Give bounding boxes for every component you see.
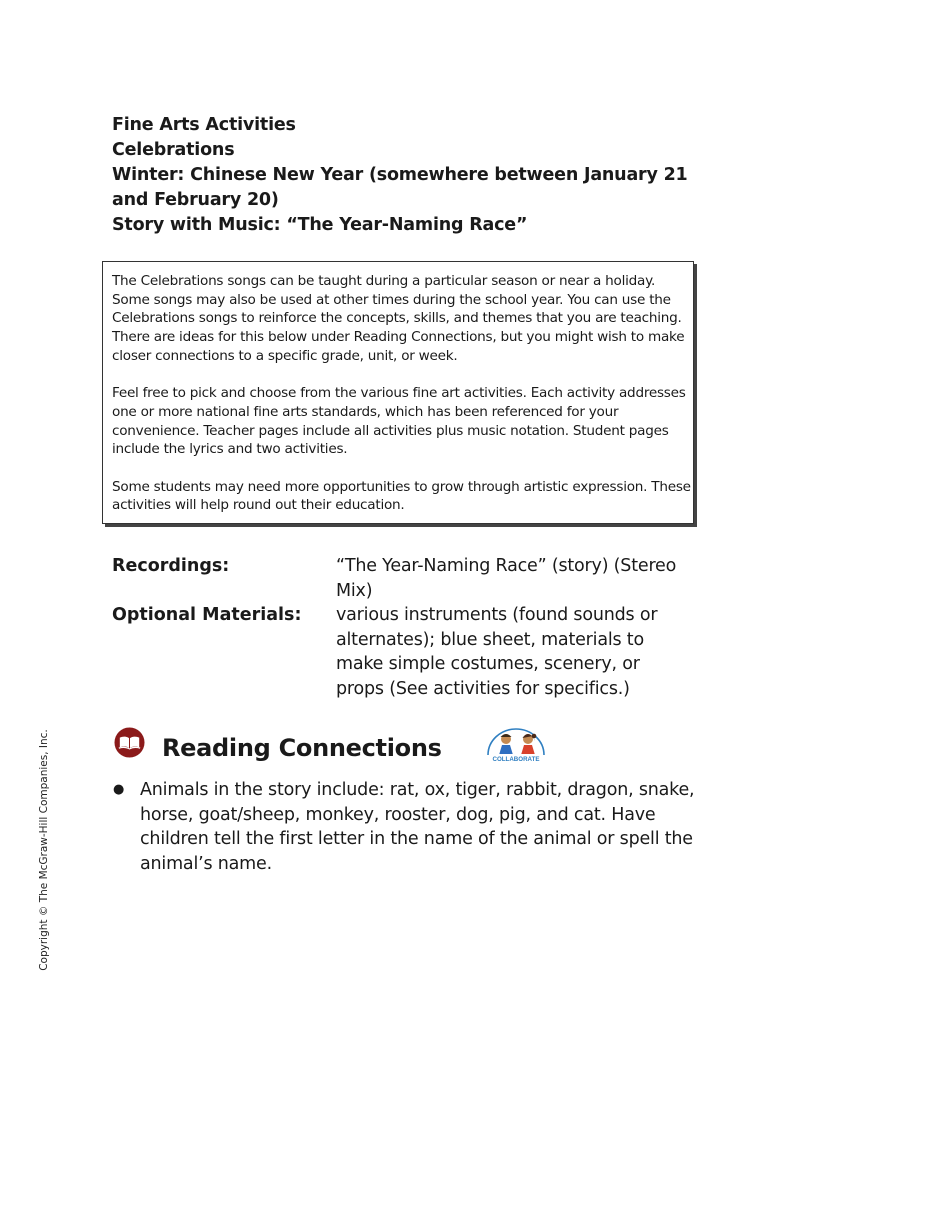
list-item-text: Animals in the story include: rat, ox, tiger, rabbit, dragon, snake, horse, goat/sheep, monkey, rooster, dog, pig, and cat. Have children tell the first letter in the name of the animal or spell the animal’s name.	[140, 780, 695, 874]
intro-paragraph: The Celebrations songs can be taught during a particular season or near a holiday. Some songs may also be used at other times during the school year. You can use the Celebrations songs to reinforce the concepts, skills, and themes that you are teaching. There are ideas for this below under Reading Connections, but you might wish to make closer connections to a specific grade, unit, or week.	[112, 273, 685, 364]
copyright-notice: Copyright © The McGraw-Hill Companies, Inc.	[38, 729, 50, 971]
header-line-story: Story with Music: “The Year-Naming Race”	[112, 215, 528, 235]
open-book-icon	[114, 727, 145, 758]
header-line-season: Winter: Chinese New Year (somewhere between January 21	[112, 165, 688, 185]
recordings-row	[112, 554, 692, 603]
reading-connections-heading	[112, 725, 712, 775]
optional-materials-value: various instruments (found sounds or alternates); blue sheet, materials to make simple costumes, scenery, or props (See activities for specifics.)	[336, 605, 658, 699]
bullet-icon: ●	[113, 782, 125, 797]
optional-materials-label: Optional Materials:	[112, 605, 302, 626]
collaborate-label: COLLABORATE	[492, 755, 540, 763]
collaborate-icon	[484, 725, 548, 765]
header-line-season-cont: and February 20)	[112, 190, 279, 210]
intro-content	[112, 272, 692, 515]
header-line-section: Fine Arts Activities	[112, 115, 296, 135]
recordings-value: “The Year-Naming Race” (story) (Stereo Mix)	[336, 556, 677, 601]
reading-connections-title: Reading Connections	[162, 734, 442, 762]
intro-paragraph: Feel free to pick and choose from the various fine art activities. Each activity addresses one or more national fine arts standards, which has been referenced for your convenience. Teacher pages include all activities plus music notation. Student pages include the lyrics and two activities.	[112, 385, 686, 458]
intro-box	[102, 261, 694, 524]
reading-connections-list	[112, 778, 712, 876]
list-item	[112, 778, 712, 876]
intro-paragraph: Some students may need more opportunities to grow through artistic expression. These activities will help round out their education.	[112, 478, 691, 514]
reading-connections-section	[112, 725, 712, 874]
header-line-category: Celebrations	[112, 140, 235, 160]
optional-materials-row	[112, 603, 692, 701]
page-header	[112, 113, 732, 238]
materials-section	[112, 554, 692, 702]
recordings-label: Recordings:	[112, 556, 230, 576]
